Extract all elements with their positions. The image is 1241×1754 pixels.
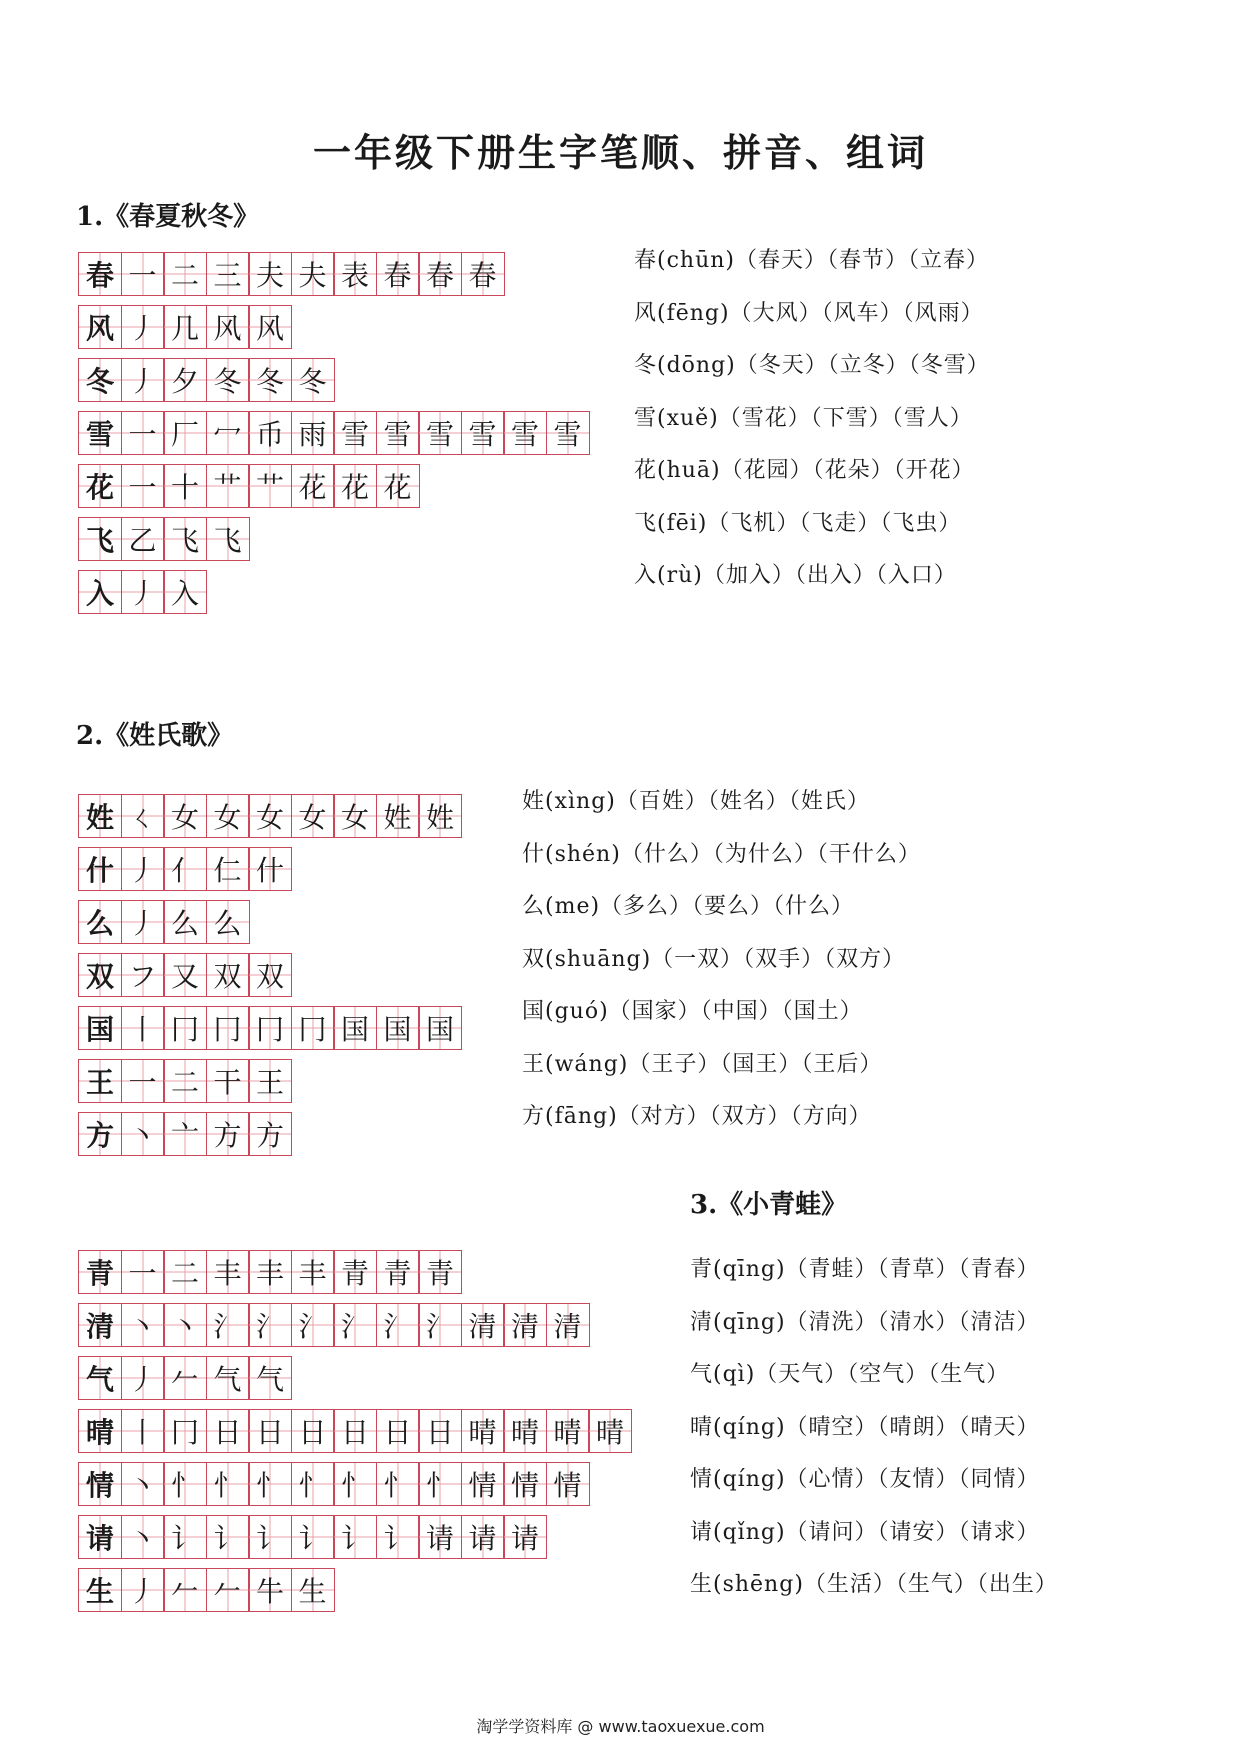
stroke-cell: 丰 — [291, 1250, 335, 1294]
stroke-cell: 十 — [163, 464, 207, 508]
stroke-row — [78, 464, 588, 509]
section-1-heading: 1.《春夏秋冬》 — [76, 202, 260, 232]
stroke-cell: 姓 — [376, 794, 420, 838]
stroke-cell: 冂 — [163, 1006, 207, 1050]
stroke-cell: 夕 — [163, 358, 207, 402]
character-cell: 春 — [78, 252, 122, 296]
character-cell: 风 — [78, 305, 122, 349]
stroke-cell: 清 — [503, 1303, 547, 1347]
word-entry: 生(shēng)（生活）（生气）（出生） — [690, 1572, 1058, 1597]
stroke-cell: 晴 — [503, 1409, 547, 1453]
stroke-order-grid-2 — [78, 794, 461, 1165]
stroke-cell: 雪 — [503, 411, 547, 455]
stroke-cell: 又 — [163, 953, 207, 997]
stroke-cell: 什 — [248, 847, 292, 891]
stroke-cell: 请 — [418, 1515, 462, 1559]
stroke-cell: 国 — [333, 1006, 377, 1050]
stroke-cell: 丶 — [121, 1303, 165, 1347]
stroke-cell: 艹 — [206, 464, 250, 508]
word-entry: 国(guó)（国家）（中国）（国土） — [522, 999, 863, 1024]
character-cell: 么 — [78, 900, 122, 944]
character-cell: 花 — [78, 464, 122, 508]
stroke-row — [78, 794, 461, 839]
stroke-row — [78, 1515, 631, 1560]
stroke-cell: 晴 — [461, 1409, 505, 1453]
stroke-cell: 二 — [163, 1250, 207, 1294]
stroke-cell: 雪 — [376, 411, 420, 455]
stroke-cell: 冂 — [163, 1409, 207, 1453]
stroke-cell: 丿 — [121, 900, 165, 944]
stroke-cell: 日 — [206, 1409, 250, 1453]
character-cell: 气 — [78, 1356, 122, 1400]
stroke-cell: 春 — [418, 252, 462, 296]
stroke-cell: 忄 — [333, 1462, 377, 1506]
stroke-cell: 生 — [291, 1568, 335, 1612]
word-list-1 — [634, 246, 990, 614]
stroke-cell: 丶 — [121, 1515, 165, 1559]
character-cell: 国 — [78, 1006, 122, 1050]
word-entry: 花(huā)（花园）（花朵）（开花） — [634, 458, 975, 483]
stroke-cell: 忄 — [206, 1462, 250, 1506]
stroke-cell: 女 — [163, 794, 207, 838]
stroke-row — [78, 1568, 631, 1613]
stroke-cell: 夫 — [291, 252, 335, 296]
stroke-cell: 牛 — [248, 1568, 292, 1612]
stroke-cell: 方 — [206, 1112, 250, 1156]
stroke-cell: 讠 — [163, 1515, 207, 1559]
stroke-cell: 冖 — [206, 411, 250, 455]
character-cell: 双 — [78, 953, 122, 997]
stroke-cell: 请 — [503, 1515, 547, 1559]
stroke-cell: 女 — [248, 794, 292, 838]
stroke-cell: 国 — [418, 1006, 462, 1050]
stroke-row — [78, 900, 461, 945]
stroke-cell: 三 — [206, 252, 250, 296]
stroke-cell: 方 — [248, 1112, 292, 1156]
stroke-cell: 丰 — [206, 1250, 250, 1294]
word-entry: 雪(xuě)（雪花）（下雪）（雪人） — [634, 405, 973, 431]
character-cell: 飞 — [78, 517, 122, 561]
stroke-cell: 么 — [206, 900, 250, 944]
stroke-row — [78, 517, 588, 562]
character-cell: 方 — [78, 1112, 122, 1156]
stroke-cell: 丨 — [121, 1409, 165, 1453]
stroke-cell: 冬 — [248, 358, 292, 402]
word-entry: 入(rù)（加入）（出入）（入口） — [634, 563, 957, 588]
stroke-cell: 丿 — [121, 305, 165, 349]
word-entry: 飞(fēi)（飞机）（飞走）（飞虫） — [634, 510, 962, 536]
stroke-cell: 双 — [206, 953, 250, 997]
stroke-cell: 讠 — [291, 1515, 335, 1559]
word-entry: 晴(qíng)（晴空）（晴朗）（晴天） — [690, 1414, 1040, 1440]
stroke-row — [78, 358, 588, 403]
character-cell: 入 — [78, 570, 122, 614]
stroke-cell: 丶 — [121, 1112, 165, 1156]
stroke-cell: 青 — [333, 1250, 377, 1294]
section-3-heading: 3.《小青蛙》 — [690, 1190, 848, 1220]
stroke-cell: 氵 — [333, 1303, 377, 1347]
character-cell: 姓 — [78, 794, 122, 838]
stroke-cell: 日 — [291, 1409, 335, 1453]
stroke-cell: 春 — [461, 252, 505, 296]
character-cell: 生 — [78, 1568, 122, 1612]
stroke-cell: 风 — [206, 305, 250, 349]
stroke-cell: 清 — [546, 1303, 590, 1347]
stroke-cell: フ — [121, 953, 165, 997]
word-entry: 清(qīng)（清洗）（清水）（清洁） — [690, 1309, 1040, 1335]
stroke-cell: 二 — [163, 1059, 207, 1103]
stroke-cell: 气 — [206, 1356, 250, 1400]
stroke-cell: 丿 — [121, 358, 165, 402]
stroke-cell: 雪 — [333, 411, 377, 455]
stroke-cell: 么 — [163, 900, 207, 944]
stroke-row — [78, 1250, 631, 1295]
stroke-cell: 二 — [163, 252, 207, 296]
footer-watermark: 淘学学资料库 @ www.taoxuexue.com — [476, 1717, 765, 1736]
stroke-cell: 飞 — [163, 517, 207, 561]
stroke-cell: 忄 — [376, 1462, 420, 1506]
stroke-cell: 忄 — [163, 1462, 207, 1506]
stroke-cell: 忄 — [418, 1462, 462, 1506]
stroke-cell: 王 — [248, 1059, 292, 1103]
stroke-cell: 雪 — [461, 411, 505, 455]
stroke-cell: 一 — [121, 464, 165, 508]
stroke-cell: 青 — [376, 1250, 420, 1294]
word-entry: 王(wáng)（王子）（国王）（王后） — [522, 1051, 883, 1077]
stroke-cell: 青 — [418, 1250, 462, 1294]
stroke-cell: 讠 — [248, 1515, 292, 1559]
word-list-3 — [690, 1255, 1058, 1623]
stroke-cell: 情 — [546, 1462, 590, 1506]
stroke-cell: 清 — [461, 1303, 505, 1347]
stroke-cell: 姓 — [418, 794, 462, 838]
stroke-cell: 一 — [121, 1250, 165, 1294]
stroke-row — [78, 411, 588, 456]
word-entry: 春(chūn)（春天）（春节）（立春） — [634, 248, 989, 273]
character-cell: 清 — [78, 1303, 122, 1347]
stroke-cell: 晴 — [546, 1409, 590, 1453]
word-entry: 风(fēng)（大风）（风车）（风雨） — [634, 300, 984, 326]
word-entry: 方(fāng)（对方）（双方）（方向） — [522, 1104, 872, 1129]
character-cell: 冬 — [78, 358, 122, 402]
stroke-cell: 一 — [121, 252, 165, 296]
stroke-cell: 一 — [121, 1059, 165, 1103]
stroke-cell: 丿 — [121, 1568, 165, 1612]
character-cell: 什 — [78, 847, 122, 891]
stroke-cell: 𠂉 — [163, 1356, 207, 1400]
stroke-cell: 氵 — [248, 1303, 292, 1347]
stroke-cell: 氵 — [418, 1303, 462, 1347]
stroke-cell: 日 — [248, 1409, 292, 1453]
stroke-cell: 干 — [206, 1059, 250, 1103]
word-entry: 什(shén)（什么）（为什么）（干什么） — [522, 841, 921, 867]
stroke-cell: 讠 — [333, 1515, 377, 1559]
stroke-cell: 氵 — [376, 1303, 420, 1347]
character-cell: 情 — [78, 1462, 122, 1506]
stroke-cell: 风 — [248, 305, 292, 349]
stroke-cell: 情 — [461, 1462, 505, 1506]
stroke-cell: 忄 — [291, 1462, 335, 1506]
stroke-row — [78, 1059, 461, 1104]
stroke-row — [78, 1409, 631, 1454]
stroke-cell: 女 — [333, 794, 377, 838]
stroke-row — [78, 953, 461, 998]
stroke-cell: 日 — [418, 1409, 462, 1453]
word-entry: 姓(xìng)（百姓）（姓名）（姓氏） — [522, 789, 870, 814]
stroke-row — [78, 1303, 631, 1348]
word-list-2 — [522, 787, 921, 1155]
stroke-cell: 氵 — [291, 1303, 335, 1347]
stroke-cell: 飞 — [206, 517, 250, 561]
character-cell: 请 — [78, 1515, 122, 1559]
stroke-cell: 丿 — [121, 1356, 165, 1400]
stroke-cell: 厂 — [163, 411, 207, 455]
stroke-cell: 讠 — [206, 1515, 250, 1559]
character-cell: 雪 — [78, 411, 122, 455]
stroke-cell: 一 — [121, 411, 165, 455]
page-title: 一年级下册生字笔顺、拼音、组词 — [312, 130, 928, 175]
stroke-cell: 女 — [206, 794, 250, 838]
stroke-cell: 晴 — [588, 1409, 632, 1453]
stroke-cell: 讠 — [376, 1515, 420, 1559]
stroke-cell: 忄 — [248, 1462, 292, 1506]
stroke-cell: 情 — [503, 1462, 547, 1506]
stroke-cell: 花 — [376, 464, 420, 508]
stroke-row — [78, 570, 588, 615]
stroke-cell: 丶 — [121, 1462, 165, 1506]
stroke-cell: 冂 — [291, 1006, 335, 1050]
stroke-cell: 雪 — [418, 411, 462, 455]
stroke-cell: 丶 — [163, 1303, 207, 1347]
stroke-cell: 币 — [248, 411, 292, 455]
stroke-cell: 雨 — [291, 411, 335, 455]
stroke-cell: 艹 — [248, 464, 292, 508]
character-cell: 青 — [78, 1250, 122, 1294]
stroke-cell: 丰 — [248, 1250, 292, 1294]
stroke-cell: 雪 — [546, 411, 590, 455]
stroke-cell: 冂 — [248, 1006, 292, 1050]
stroke-cell: 氵 — [206, 1303, 250, 1347]
stroke-order-grid-1 — [78, 252, 588, 623]
stroke-cell: 女 — [291, 794, 335, 838]
stroke-cell: 亠 — [163, 1112, 207, 1156]
word-entry: 青(qīng)（青蛙）（青草）（青春） — [690, 1257, 1040, 1282]
stroke-cell: 丨 — [121, 1006, 165, 1050]
stroke-cell: 入 — [163, 570, 207, 614]
stroke-cell: 双 — [248, 953, 292, 997]
stroke-cell: 冬 — [291, 358, 335, 402]
stroke-order-grid-3 — [78, 1250, 631, 1621]
stroke-cell: 丿 — [121, 847, 165, 891]
stroke-row — [78, 252, 588, 297]
stroke-cell: 花 — [333, 464, 377, 508]
word-entry: 么(me)（多么）（要么）（什么） — [522, 894, 855, 919]
stroke-cell: 花 — [291, 464, 335, 508]
word-entry: 请(qǐng)（请问）（请安）（请求） — [690, 1519, 1040, 1545]
character-cell: 王 — [78, 1059, 122, 1103]
stroke-cell: 𠂉 — [163, 1568, 207, 1612]
stroke-row — [78, 1112, 461, 1157]
stroke-cell: 冂 — [206, 1006, 250, 1050]
stroke-cell: 国 — [376, 1006, 420, 1050]
stroke-row — [78, 1356, 631, 1401]
stroke-cell: 夫 — [248, 252, 292, 296]
stroke-cell: 仁 — [206, 847, 250, 891]
word-entry: 冬(dōng)（冬天）（立冬）（冬雪） — [634, 353, 990, 378]
stroke-cell: 日 — [333, 1409, 377, 1453]
word-entry: 气(qì)（天气）（空气）（生气） — [690, 1362, 1010, 1387]
stroke-cell: 气 — [248, 1356, 292, 1400]
stroke-row — [78, 847, 461, 892]
stroke-cell: 表 — [333, 252, 377, 296]
stroke-cell: 亻 — [163, 847, 207, 891]
word-entry: 情(qíng)（心情）（友情）（同情） — [690, 1467, 1040, 1492]
character-cell: 晴 — [78, 1409, 122, 1453]
stroke-cell: 春 — [376, 252, 420, 296]
stroke-cell: 𠂉 — [206, 1568, 250, 1612]
stroke-cell: 乙 — [121, 517, 165, 561]
stroke-cell: 日 — [376, 1409, 420, 1453]
stroke-row — [78, 305, 588, 350]
stroke-row — [78, 1006, 461, 1051]
section-2-heading: 2.《姓氏歌》 — [76, 721, 234, 751]
stroke-cell: 丿 — [121, 570, 165, 614]
stroke-cell: ㄑ — [121, 794, 165, 838]
stroke-row — [78, 1462, 631, 1507]
word-entry: 双(shuāng)（一双）（双手）（双方） — [522, 946, 906, 972]
stroke-cell: 请 — [461, 1515, 505, 1559]
stroke-cell: 几 — [163, 305, 207, 349]
stroke-cell: 冬 — [206, 358, 250, 402]
